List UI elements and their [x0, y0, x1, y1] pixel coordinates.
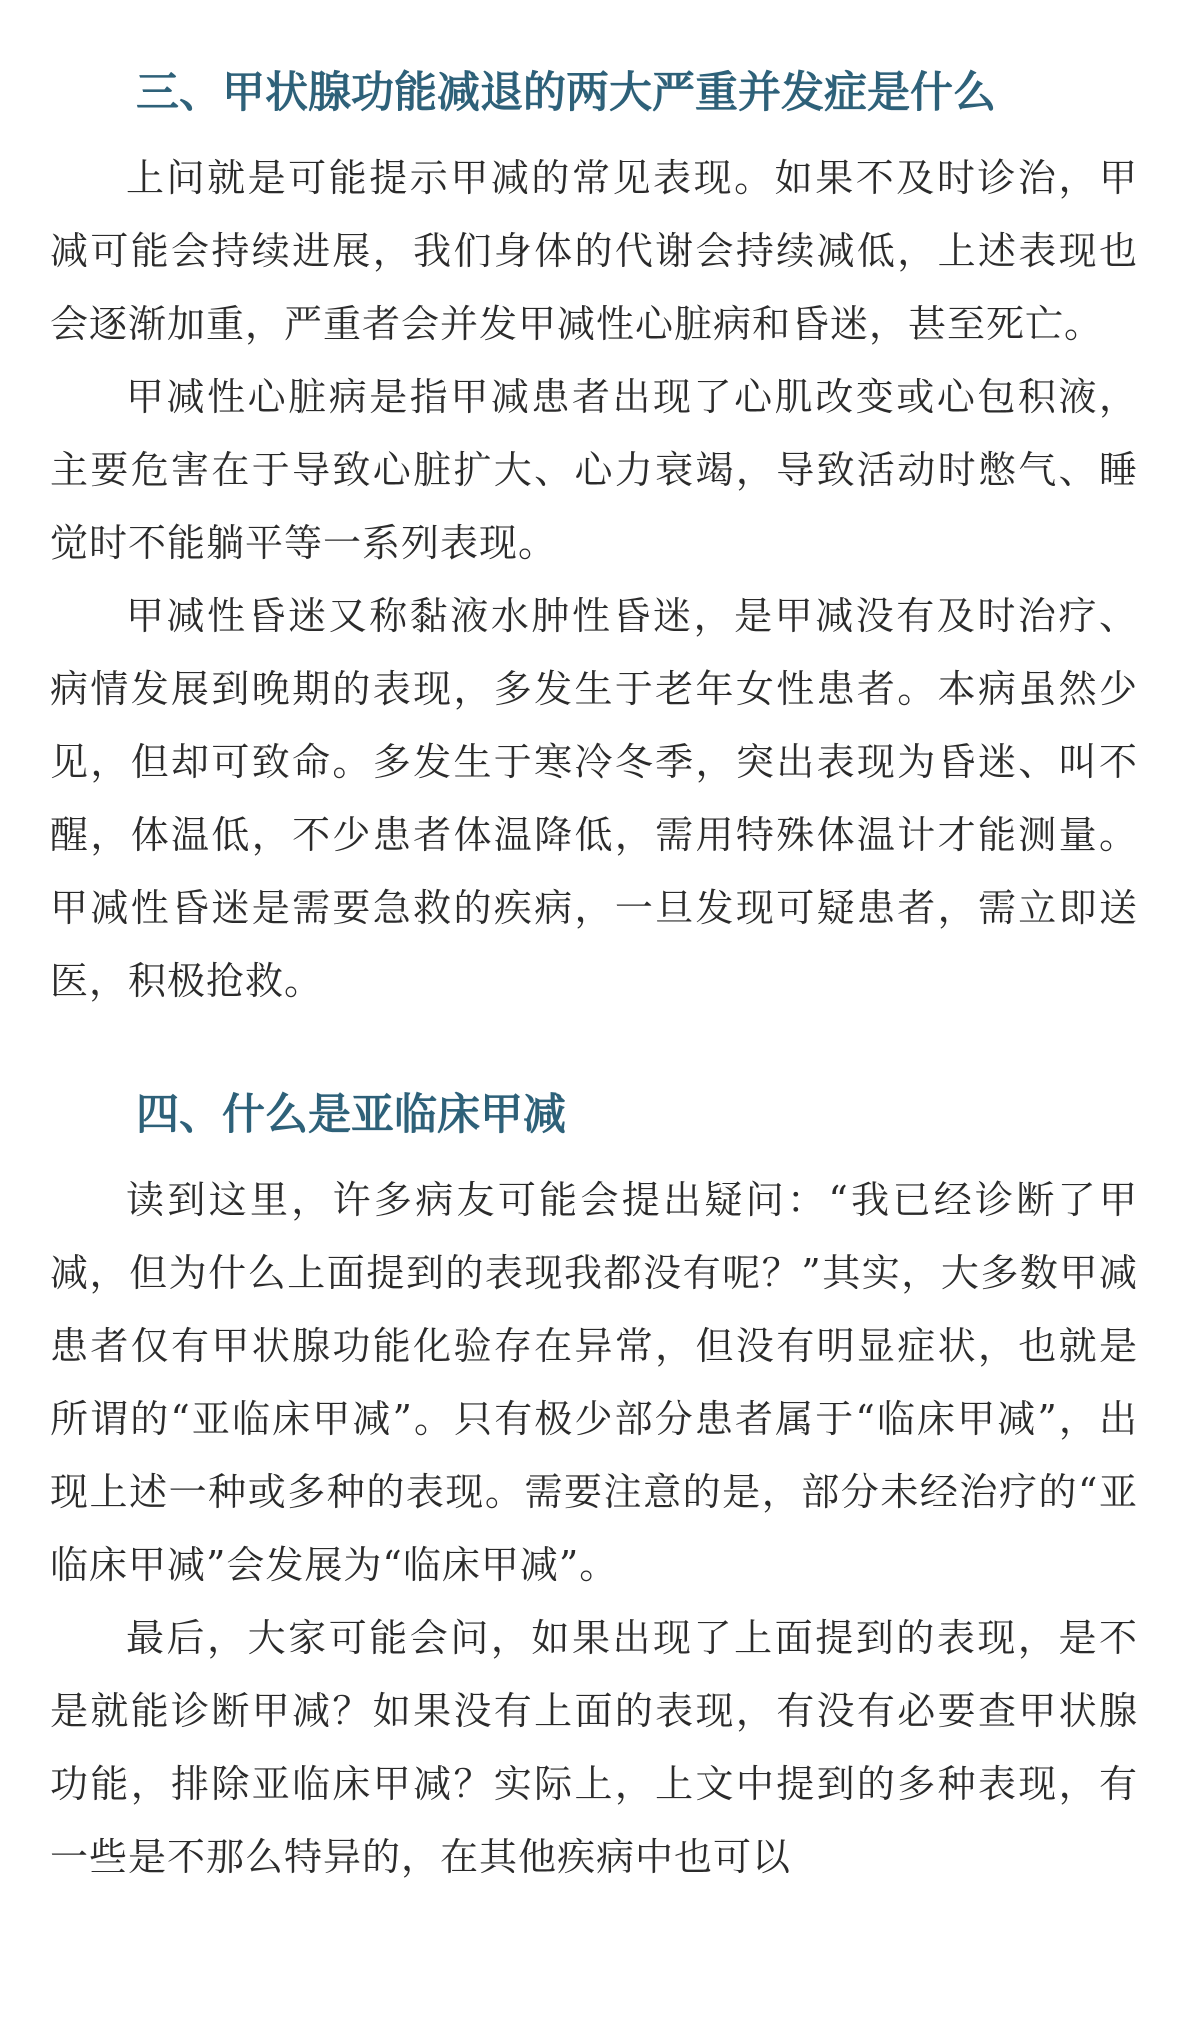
article-body: [50, 62, 1138, 1894]
section-heading-complications: 三、甲状腺功能减退的两大严重并发症是什么: [136, 68, 996, 118]
section-heading-subclinical: 四、什么是亚临床甲减: [136, 1090, 566, 1140]
paragraph: 最后，大家可能会问，如果出现了上面提到的表现，是不是就能诊断甲减？如果没有上面的表现，有没有必要查甲状腺功能，排除亚临床甲减？实际上，上文中提到的多种表现，有一些是不那么特异的，在其他疾病中也可以: [50, 1616, 1138, 1879]
section-subclinical: [50, 1084, 1138, 1894]
paragraph: 甲减性心脏病是指甲减患者出现了心肌改变或心包积液，主要危害在于导致心脏扩大、心力衰竭，导致活动时憋气、睡觉时不能躺平等一系列表现。: [50, 375, 1138, 565]
paragraph: 上问就是可能提示甲减的常见表现。如果不及时诊治，甲减可能会持续进展，我们身体的代谢会持续减低，上述表现也会逐渐加重，严重者会并发甲减性心脏病和昏迷，甚至死亡。: [50, 156, 1138, 346]
paragraph: 读到这里，许多病友可能会提出疑问：“我已经诊断了甲减，但为什么上面提到的表现我都没有呢？”其实，大多数甲减患者仅有甲状腺功能化验存在异常，但没有明显症状，也就是所谓的“亚临床甲减”。只有极少部分患者属于“临床甲减”，出现上述一种或多种的表现。需要注意的是，部分未经治疗的“亚临床甲减”会发展为“临床甲减”。: [50, 1178, 1138, 1587]
section-complications: [50, 62, 1138, 1018]
paragraph: 甲减性昏迷又称黏液水肿性昏迷，是甲减没有及时治疗、病情发展到晚期的表现，多发生于老年女性患者。本病虽然少见，但却可致命。多发生于寒冷冬季，突出表现为昏迷、叫不醒，体温低，不少患者体温降低，需用特殊体温计才能测量。甲减性昏迷是需要急救的疾病，一旦发现可疑患者，需立即送医，积极抢救。: [50, 594, 1138, 1003]
